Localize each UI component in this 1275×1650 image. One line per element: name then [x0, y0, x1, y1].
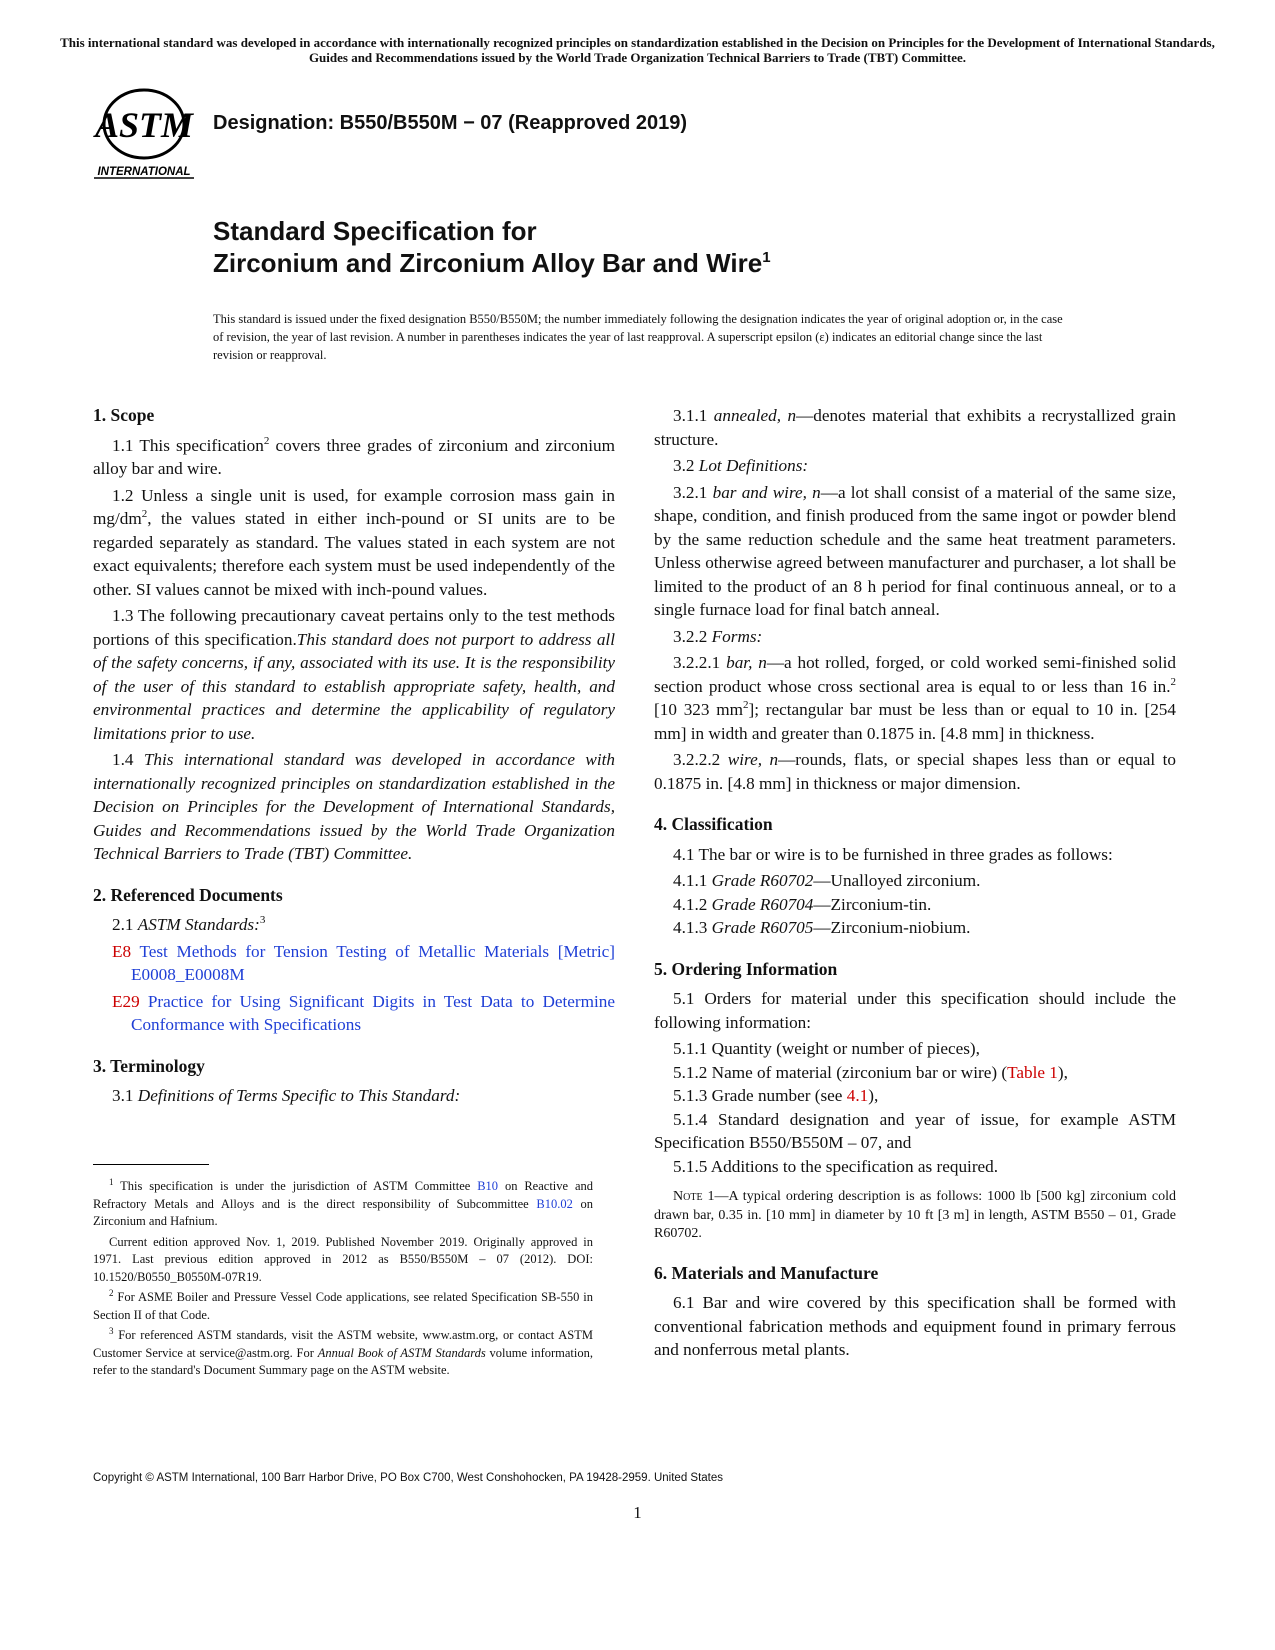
wto-notice: This international standard was developed in accordance with internationally recognized principles on standardization established in the Decision on Principles for the Development of International Standards, Guides and Recommendations issued by the World Trade Organization Technical Barriers to Trade (TBT) Committee. — [60, 35, 1215, 65]
footnote-1: $^1$ This specification is under the jurisdiction of ASTM Committee B10 on Reactive and Refractory Metals and Alloys and is the direct responsibility of Subcommittee B10.02 on Zirconium and Hafnium. — [93, 1177, 594, 1228]
para-4-1-2: 4.1.2 Grade R60704—Zirconium-tin. — [673, 894, 932, 914]
reference-e8-title[interactable]: Test Methods for Tension Testing of Metallic Materials [Metric] E0008_E0008M — [131, 941, 615, 984]
section-5-heading: 5. Ordering Information — [654, 958, 838, 979]
note-1: Note 1—A typical ordering description is as follows: 1000 lb [500 kg] zirconium cold drawn bar, 0.35 in. [10 mm] in diameter by 10 ft [3 m] in length, ASTM B550 – 01, Grade R60702. — [654, 1189, 1176, 1241]
para-1-2: 1.2 Unless a single unit is used, for example corrosion mass gain in $mg/dm^2$, the values stated in either inch-pound or SI units are to be regarded separately as standard. The values stated in each system are not exact equivalents; therefore each system must be used independently of the other. SI values cannot be mixed with inch-pound values. — [93, 485, 615, 599]
reference-e8[interactable] — [112, 940, 615, 987]
para-3-1: 3.1 Definitions of Terms Specific to This Standard: — [112, 1086, 461, 1105]
para-5-1-5: 5.1.5 Additions to the specification as required. — [673, 1156, 999, 1176]
para-3-1-1: 3.1.1 annealed, n—denotes material that exhibits a recrystallized grain structure. — [654, 406, 1177, 449]
para-5-1-4: 5.1.4 Standard designation and year of issue, for example ASTM Specification B550/B550M – 07, and — [654, 1109, 1176, 1152]
footnote-divider — [93, 1164, 209, 1165]
para-5-1: 5.1 Orders for material under this specification should include the following information: — [654, 989, 1176, 1032]
table-1-link[interactable]: Table 1 — [1007, 1062, 1058, 1082]
footnote-3: $^3$ For referenced ASTM standards, visit the ASTM website, www.astm.org, or contact ASTM Customer Service at service@astm.org. For Annual Book of ASTM Standards volume information, refer to the standard's Document Summary page on the ASTM website. — [93, 1326, 593, 1377]
para-5-1-3: 5.1.3 Grade number (see 4.1), — [673, 1086, 879, 1105]
reference-e29-code[interactable]: E29 — [112, 991, 140, 1011]
section-6-heading: 6. Materials and Manufacture — [654, 1262, 879, 1283]
para-5-1-2: 5.1.2 Name of material (zirconium bar or wire) (Table 1), — [673, 1062, 1068, 1082]
copyright-line: Copyright © ASTM International, 100 Barr Harbor Drive, PO Box C700, West Conshohocken, PA 19428-2959. United States — [93, 1472, 724, 1484]
reference-e29-title[interactable]: Practice for Using Significant Digits in Test Data to Determine Conformance with Specifications — [131, 991, 615, 1034]
page-number: 1 — [633, 1503, 642, 1522]
left-column — [93, 404, 615, 1111]
svg-text:ASTM: ASTM — [94, 105, 194, 145]
astm-logo — [88, 82, 200, 182]
para-4-1-3: 4.1.3 Grade R60705—Zirconium-niobium. — [673, 918, 971, 937]
para-3-2-2-1: 3.2.2.1 bar, n—a hot rolled, forged, or cold worked semi-finished solid section product whose cross sectional area is equal to or less than 16 in.$^2$ [10 323 $mm^2$]; rectangular bar must be less than or equal to 10 in. [254 mm] in width and greater than 0.1875 in. [4.8 mm] in thickness. — [654, 653, 1176, 743]
section-2-heading: 2. Referenced Documents — [93, 884, 283, 905]
para-1-4: 1.4 This international standard was developed in accordance with internationally recognized principles on standardization established in the Decision on Principles for the Development of International Standards, Guides and Recommendations issued by the World Trade Organization Technical Barriers to Trade (TBT) Committee. — [93, 750, 615, 863]
para-3-2-1: 3.2.1 bar and wire, n—a lot shall consist of a material of the same size, shape, condition, and finish produced from the same ingot or powder blend by the same reduction schedule and the same heat treatment parameters. Unless otherwise agreed between manufacturer and purchaser, a lot shall be limited to the product of an 8 h period for final continuous anneal, or to a single furnace load for final batch anneal. — [654, 482, 1177, 619]
section-1-heading: 1. Scope — [93, 405, 155, 425]
title-footnote-mark: 1 — [762, 249, 771, 266]
para-3-2: 3.2 Lot Definitions: — [673, 456, 809, 475]
para-1-1: 1.1 This specification$^2$ covers three grades of zirconium and zirconium alloy bar and wire. — [93, 434, 616, 478]
title-line-1: Standard Specification for — [213, 216, 537, 246]
section-3-heading: 3. Terminology — [93, 1055, 205, 1076]
footnote-2: $^2$ For ASME Boiler and Pressure Vessel Code applications, see related Specification SB-550 in Section II of that Code. — [93, 1288, 593, 1322]
right-column — [654, 404, 1176, 1365]
standard-title — [213, 215, 771, 279]
para-6-1: 6.1 Bar and wire covered by this specification shall be formed with conventional fabrication methods and equipment found in primary ferrous and nonferrous metal plants. — [654, 1293, 1176, 1359]
para-4-1: 4.1 The bar or wire is to be furnished in three grades as follows: — [673, 844, 1113, 864]
committee-b10-link[interactable]: B10 — [477, 1179, 499, 1193]
footnote-1-edition: Current edition approved Nov. 1, 2019. Published November 2019. Originally approved in 1971. Last previous edition approved in 2012 as B550/B550M – 07 (2012). DOI: 10.1520/B0550_B0550M-07R19. — [93, 1234, 593, 1284]
title-line-2: Zirconium and Zirconium Alloy Bar and Wire$^1$ — [213, 248, 771, 278]
reference-e29[interactable] — [112, 990, 615, 1037]
para-4-1-1: 4.1.1 Grade R60702—Unalloyed zirconium. — [673, 871, 981, 890]
issuance-statement: This standard is issued under the fixed designation B550/B550M; the number immediately following the designation indicates the year of original adoption or, in the case of revision, the year of last revision. A number in parentheses indicates the year of last reapproval. A superscript epsilon (ε) indicates an editorial change since the last revision or reapproval. — [213, 312, 1063, 362]
para-3-2-2: 3.2.2 Forms: — [673, 626, 763, 646]
para-3-2-2-2: 3.2.2.2 wire, n—rounds, flats, or special shapes less than or equal to 0.1875 in. [4.8 mm] in thickness or major dimension. — [654, 750, 1176, 793]
para-2-1: 2.1 ASTM Standards:$^3$ — [112, 914, 266, 934]
footnotes — [93, 1178, 593, 1383]
designation: Designation: B550/B550M − 07 (Reapproved 2019) — [213, 112, 688, 134]
subcommittee-b10-02-link[interactable]: B10.02 — [536, 1196, 573, 1211]
svg-text:INTERNATIONAL: INTERNATIONAL — [97, 166, 191, 178]
reference-e8-code[interactable]: E8 — [112, 941, 132, 961]
para-5-1-1: 5.1.1 Quantity (weight or number of pieces), — [673, 1039, 980, 1058]
section-4-1-link[interactable]: 4.1 — [846, 1086, 869, 1105]
para-1-3: 1.3 The following precautionary caveat pertains only to the test methods portions of this specification.This standard does not purport to address all of the safety concerns, if any, associated with its use. It is the responsibility of the user of this standard to establish appropriate safety, health, and environmental practices and determine the applicability of regulatory limitations prior to use. — [93, 606, 615, 743]
section-4-heading: 4. Classification — [654, 814, 773, 834]
